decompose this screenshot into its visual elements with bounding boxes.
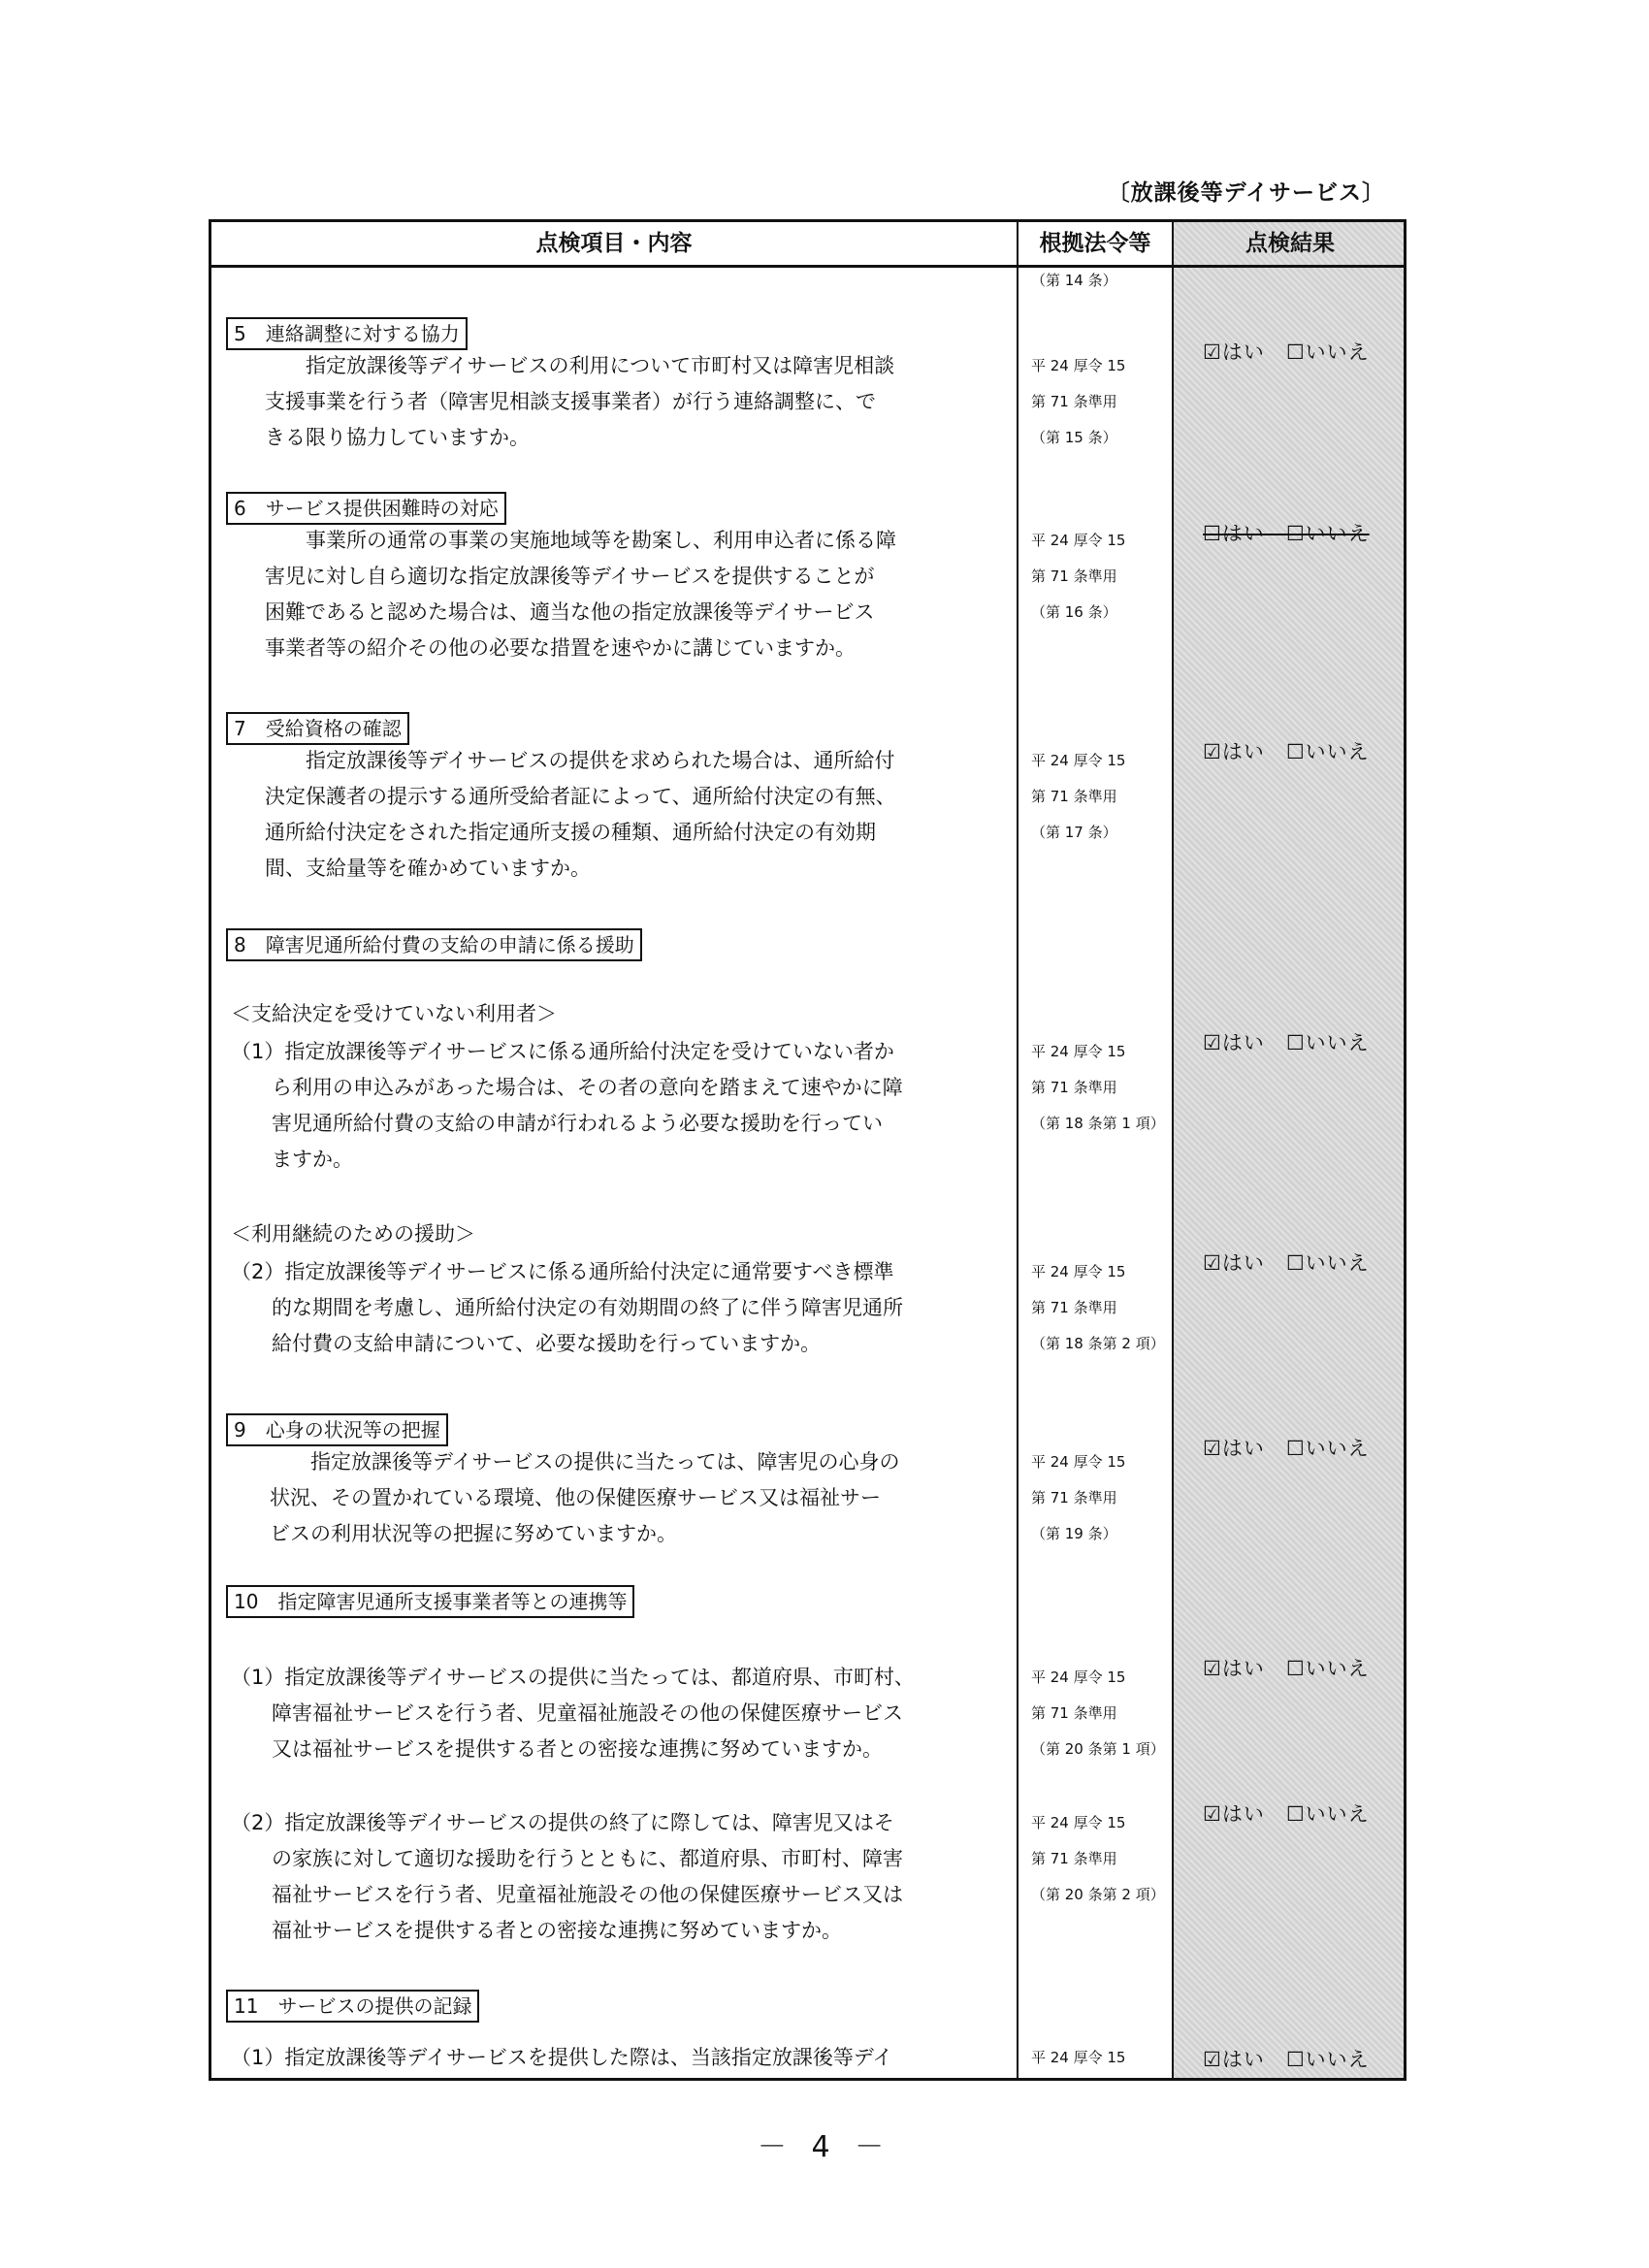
section-8-sub1-line-1: （1）指定放課後等デイサービスに係る通所給付決定を受けていない者か	[231, 1040, 894, 1063]
inspection-table	[209, 219, 1406, 2081]
section-8-sub1-law-3: （第 18 条第 1 項）	[1031, 1115, 1165, 1132]
section-8-sub2-law-3: （第 18 条第 2 項）	[1031, 1335, 1165, 1352]
section-7-line-2: 決定保護者の提示する通所受給者証によって、通所給付決定の有無、	[265, 785, 896, 808]
section-11-sub1-law	[1031, 2040, 1125, 2076]
table-header	[211, 222, 1404, 268]
section-8-heading: 8 障害児通所給付費の支給の申請に係る援助	[226, 928, 642, 961]
section-7-line-3: 通所給付決定をされた指定通所支援の種類、通所給付決定の有効期	[265, 821, 876, 844]
section-10-sub2-question	[231, 1805, 903, 1949]
section-9-law	[1031, 1444, 1125, 1552]
column-divider-result	[1172, 222, 1174, 2078]
section-6-result-checkbox[interactable]: ☐はい ☐いいえ	[1203, 522, 1370, 545]
section-10-sub1-line-3: 又は福祉サービスを提供する者との密接な連携に努めていますか。	[272, 1737, 883, 1761]
section-10-sub1-law-3: （第 20 条第 1 項）	[1031, 1740, 1165, 1758]
section-10-sub2-result-checkbox[interactable]: ☑はい ☐いいえ	[1203, 1802, 1370, 1826]
section-10-sub2-law-2: 第 71 条準用	[1031, 1850, 1117, 1867]
section-6-line-1: 事業所の通常の事業の実施地域等を勘案し、利用申込者に係る障	[265, 529, 896, 552]
section-7-line-1: 指定放課後等デイサービスの提供を求められた場合は、通所給付	[265, 749, 895, 772]
section-10-heading: 10 指定障害児通所支援事業者等との連携等	[226, 1585, 634, 1618]
section-9-result-checkbox[interactable]: ☑はい ☐いいえ	[1203, 1437, 1370, 1460]
section-8-sub2-law	[1031, 1254, 1165, 1362]
section-5-law-3: （第 15 条）	[1031, 429, 1117, 446]
section-10-sub2-law-1: 平 24 厚令 15	[1031, 1814, 1126, 1831]
section-5-result-checkbox[interactable]: ☑はい ☐いいえ	[1203, 340, 1370, 364]
section-8-sub1-line-3: 害児通所給付費の支給の申請が行われるよう必要な援助を行ってい	[272, 1112, 883, 1135]
section-5-line-2: 支援事業を行う者（障害児相談支援事業者）が行う連絡調整に、で	[265, 390, 876, 413]
section-8-sub2-law-2: 第 71 条準用	[1031, 1299, 1117, 1316]
section-9-law-1: 平 24 厚令 15	[1031, 1453, 1126, 1471]
section-5-law-1: 平 24 厚令 15	[1031, 357, 1126, 374]
section-5-law-2: 第 71 条準用	[1031, 393, 1117, 410]
section-9-law-3: （第 19 条）	[1031, 1525, 1117, 1542]
section-8-sub1-line-2: ら利用の申込みがあった場合は、その者の意向を踏まえて速やかに障	[272, 1076, 903, 1099]
section-11-heading: 11 サービスの提供の記録	[226, 1990, 479, 2023]
section-11-sub1-law-1: 平 24 厚令 15	[1031, 2049, 1126, 2066]
section-9-question	[270, 1444, 900, 1552]
document-category-label: 〔放課後等デイサービス〕	[1107, 180, 1385, 206]
section-6-line-2: 害児に対し自ら適切な指定放課後等デイサービスを提供することが	[265, 565, 875, 588]
section-11-sub1-line-1: （1）指定放課後等デイサービスを提供した際は、当該指定放課後等デイ	[231, 2046, 893, 2069]
section-8-sub1-law	[1031, 1034, 1165, 1142]
section-7-law-3: （第 17 条）	[1031, 824, 1117, 841]
section-9-line-3: ビスの利用状況等の把握に努めていますか。	[270, 1522, 677, 1545]
section-10-sub2-line-1: （2）指定放課後等デイサービスの提供の終了に際しては、障害児又はそ	[231, 1811, 894, 1834]
section-5-line-1: 指定放課後等デイサービスの利用について市町村又は障害児相談	[265, 354, 895, 377]
section-10-sub1-law-2: 第 71 条準用	[1031, 1704, 1117, 1722]
section-7-line-4: 間、支給量等を確かめていますか。	[265, 857, 591, 880]
section-8-sub1-law-2: 第 71 条準用	[1031, 1079, 1117, 1096]
section-9-line-2: 状況、その置かれている環境、他の保健医療サービス又は福祉サー	[270, 1486, 881, 1509]
section-8-sub2-law-1: 平 24 厚令 15	[1031, 1263, 1126, 1280]
section-5-heading: 5 連絡調整に対する協力	[226, 317, 468, 350]
section-9-line-1: 指定放課後等デイサービスの提供に当たっては、障害児の心身の	[270, 1450, 900, 1474]
header-item-content: 点検項目・内容	[535, 231, 693, 256]
section-10-sub1-line-2: 障害福祉サービスを行う者、児童福祉施設その他の保健医療サービス	[272, 1701, 903, 1725]
section-7-law-2: 第 71 条準用	[1031, 788, 1117, 805]
section-10-sub2-line-3: 福祉サービスを行う者、児童福祉施設その他の保健医療サービス又は	[272, 1883, 903, 1906]
section-11-sub1-question	[231, 2040, 892, 2076]
section-7-law-1: 平 24 厚令 15	[1031, 752, 1126, 769]
section-5-question	[265, 348, 894, 456]
section-10-sub1-result-checkbox[interactable]: ☑はい ☐いいえ	[1203, 1657, 1370, 1680]
law-ref-prev-section: （第 14 条）	[1031, 272, 1117, 289]
section-8-sub2-line-2: 的な期間を考慮し、通所給付決定の有効期間の終了に伴う障害児通所	[272, 1296, 903, 1319]
section-10-sub1-question	[231, 1660, 915, 1767]
section-11-sub1-result-checkbox[interactable]: ☑はい ☐いいえ	[1203, 2048, 1370, 2071]
section-7-heading: 7 受給資格の確認	[226, 712, 409, 745]
section-10-sub2-line-4: 福祉サービスを提供する者との密接な連携に努めていますか。	[272, 1919, 842, 1942]
section-5-law	[1031, 348, 1125, 456]
page-number: － 4 －	[757, 2130, 892, 2164]
section-9-heading: 9 心身の状況等の把握	[226, 1413, 448, 1446]
section-8-sub2-question	[231, 1254, 903, 1362]
section-8-sub2-line-3: 給付費の支給申請について、必要な援助を行っていますか。	[272, 1332, 822, 1355]
section-8-sub1-law-1: 平 24 厚令 15	[1031, 1043, 1126, 1060]
section-7-question	[265, 743, 896, 887]
section-8-sub2-label: ＜利用継続のための援助＞	[231, 1222, 475, 1246]
header-legal-basis: 根拠法令等	[1039, 231, 1151, 256]
section-6-law-2: 第 71 条準用	[1031, 567, 1117, 585]
section-8-sub1-result-checkbox[interactable]: ☑はい ☐いいえ	[1203, 1031, 1370, 1054]
section-8-sub1-label: ＜支給決定を受けていない利用者＞	[231, 1002, 557, 1025]
section-6-question	[265, 523, 896, 666]
section-6-law-1: 平 24 厚令 15	[1031, 532, 1126, 549]
section-8-sub2-line-1: （2）指定放課後等デイサービスに係る通所給付決定に通常要すべき標準	[231, 1260, 894, 1283]
section-10-sub2-law-3: （第 20 条第 2 項）	[1031, 1886, 1165, 1903]
section-8-sub1-question	[231, 1034, 903, 1178]
section-6-line-4: 事業者等の紹介その他の必要な措置を速やかに講じていますか。	[265, 636, 856, 660]
column-divider-law	[1017, 222, 1018, 2078]
section-8-sub2-result-checkbox[interactable]: ☑はい ☐いいえ	[1203, 1251, 1370, 1275]
section-10-sub1-line-1: （1）指定放課後等デイサービスの提供に当たっては、都道府県、市町村、	[231, 1666, 915, 1689]
section-5-line-3: きる限り協力していますか。	[265, 426, 530, 449]
section-10-sub2-law	[1031, 1805, 1165, 1913]
section-10-sub1-law-1: 平 24 厚令 15	[1031, 1669, 1126, 1686]
header-inspection-result: 点検結果	[1245, 231, 1335, 256]
section-10-sub1-law	[1031, 1660, 1165, 1767]
section-6-law	[1031, 523, 1125, 631]
section-7-law	[1031, 743, 1125, 851]
section-6-line-3: 困難であると認めた場合は、適当な他の指定放課後等デイサービス	[265, 600, 875, 624]
section-8-sub1-line-4: ますか。	[272, 1148, 353, 1171]
section-7-result-checkbox[interactable]: ☑はい ☐いいえ	[1203, 740, 1370, 763]
section-9-law-2: 第 71 条準用	[1031, 1489, 1117, 1507]
section-10-sub2-line-2: の家族に対して適切な援助を行うとともに、都道府県、市町村、障害	[272, 1847, 903, 1870]
section-6-law-3: （第 16 条）	[1031, 603, 1117, 621]
section-6-heading: 6 サービス提供困難時の対応	[226, 492, 506, 525]
